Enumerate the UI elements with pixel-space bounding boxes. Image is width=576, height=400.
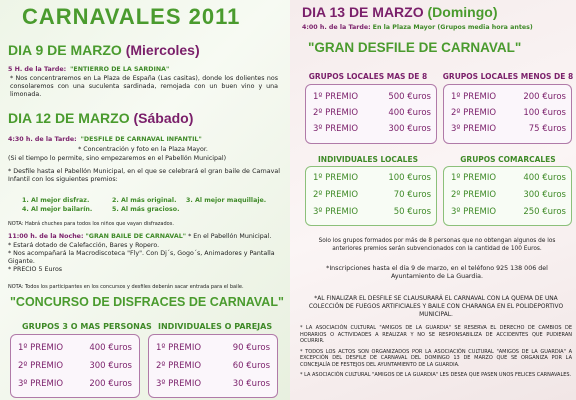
page-title: CARNAVALES 2011 xyxy=(22,4,241,29)
individuals-prize-2: 2º PREMIO 60 €uros xyxy=(156,361,270,371)
sunday-heading xyxy=(302,4,497,20)
contest-title: "CONCURSO DE DISFRACES DE CARNAVAL" xyxy=(10,295,284,309)
box1-prize-2: 2º PREMIO 400 €uros xyxy=(313,108,431,118)
day2-weekday: (Sábado) xyxy=(133,110,194,126)
groups-prize-2: 2º PREMIO 300 €uros xyxy=(18,361,132,371)
box2-prize-2: 2º PREMIO 100 €uros xyxy=(451,108,566,118)
box4-prize-3: 3º PREMIO 250 €uros xyxy=(451,207,566,217)
event2-description-1: * Concentración y foto en la Plaza Mayor. xyxy=(78,146,208,153)
event3-time: 11:00 h. de la Noche: xyxy=(8,233,84,240)
subsidy-info: Solo los grupos formados por más de 8 personas que no obtengan algunos de los anteriores premios serán subvencionados con la cantidad de 100 Euros. xyxy=(318,238,556,252)
kids-prize-1: 1. Al mejor disfraz. xyxy=(22,197,90,204)
closing-notice: *AL FINALIZAR EL DESFILE SE CLAUSURARÁ EL CARNAVAL CON LA QUEMA DE UNA COLECCIÓN DE FUEGOS ARTIFICIALES Y BAILE CON CHARANGA EN EL POLIDEPORTIVO MUNICIPAL. xyxy=(308,296,564,318)
kids-prize-2: 2. Al más original. xyxy=(112,197,177,204)
kids-prize-4: 4. Al mejor bailarín. xyxy=(22,206,93,213)
box2-prize-3: 3º PREMIO 75 €uros xyxy=(451,124,566,134)
kids-note: NOTA: Habrá chuches para todos los niños que vayan disfrazados. xyxy=(8,221,174,227)
legal-notice-3: * LA ASOCIACIÓN CULTURAL "AMIGOS DE LA GUARDIA" LES DESEA QUE PASEN UNOS FELICES CARNAVALES. xyxy=(300,372,572,378)
box4-prize-2: 2º PREMIO 300 €uros xyxy=(451,190,566,200)
legal-notices xyxy=(300,325,572,379)
box2-prize-1: 1º PREMIO 200 €uros xyxy=(451,92,566,102)
box4-prize-1: 1º PREMIO 400 €uros xyxy=(451,173,566,183)
event2-description-3: * Desfile hasta el Pabellón Municipal, en el que se celebrará el gran baile de Carnaval Infantil con los siguientes premios: xyxy=(8,168,280,183)
day2-label: DIA 12 DE MARZO xyxy=(8,110,130,126)
event1-time: 5 H. de la Tarde: xyxy=(8,66,67,73)
groups-prize-1: 1º PREMIO 400 €uros xyxy=(18,343,132,353)
box1-prize-1: 1º PREMIO 500 €uros xyxy=(313,92,431,102)
day2-heading xyxy=(8,110,193,126)
event3-details xyxy=(8,242,280,274)
individuals-prize-1: 1º PREMIO 90 €uros xyxy=(156,343,270,353)
sunday-weekday: (Domingo) xyxy=(427,4,498,20)
kids-prize-5: 5. Al más gracioso. xyxy=(112,206,180,213)
parade-time-line xyxy=(302,24,533,32)
event1-description: * Nos concentraremos en La Plaza de España (Las casitas), donde los dolientes nos consolaremos con una suculenta sardinada, remojada con un buen vino y una limonada. xyxy=(10,75,278,98)
box2-header: GRUPOS LOCALES MENOS DE 8 xyxy=(442,72,574,81)
kids-prize-3: 3. Al mejor maquillaje. xyxy=(186,197,267,204)
box1-prize-3: 3º PREMIO 300 €uros xyxy=(313,124,431,134)
registration-info: *Inscripciones hasta el día 9 de marzo, en el teléfono 925 138 006 del Ayuntamiento de La Guardia. xyxy=(326,265,548,280)
event3-line xyxy=(8,233,271,241)
parade-time: 4:00 h. de la Tarde: xyxy=(302,24,371,31)
sunday-label: DIA 13 DE MARZO xyxy=(302,4,424,20)
groups-header: GRUPOS 3 O MAS PERSONAS xyxy=(22,322,152,331)
box3-header: INDIVIDUALES LOCALES xyxy=(318,155,418,164)
individuals-header: INDIVIDUALES O PAREJAS xyxy=(158,322,273,331)
individuals-prize-3: 3º PREMIO 30 €uros xyxy=(156,379,270,389)
dance-note: NOTA: Todos los participantes en los concursos y desfiles deberán sacar entrada para el baile. xyxy=(8,284,244,290)
box1-header: GRUPOS LOCALES MAS DE 8 xyxy=(308,72,428,81)
box3-prize-3: 3º PREMIO 50 €uros xyxy=(313,207,431,217)
day1-label: DIA 9 DE MARZO xyxy=(8,42,122,58)
event3-detail-3: * PRECIO 5 Euros xyxy=(8,266,63,273)
box3-prize-1: 1º PREMIO 100 €uros xyxy=(313,173,431,183)
legal-notice-2: * TODOS LOS ACTOS SON ORGANIZADOS POR LA ASOCIACIÓN CULTURAL "AMIGOS DE LA GUARDIA" A EXCEPCIÓN DEL DESFILE DE CARNAVAL DEL DOMINGO 13 DE MARZO QUE SE ORGANIZA POR LA CONCEJALÍA DE FESTEJOS DEL AYUNTAMIENTO DE LA GUARDIA. xyxy=(300,348,572,368)
event3-detail-2: * Nos acompañará la Macrodiscoteca "Fly". Con Dj´s, Gogo´s, Animadores y Pantalla Gigante. xyxy=(8,250,275,265)
event2-description-2: (Si el tiempo lo permite, sino empezaremos en el Pabellón Municipal) xyxy=(8,155,227,162)
event3-detail-1: * Estará dotado de Calefacción, Bares y Ropero. xyxy=(8,242,160,249)
event1-name: "ENTIERRO DE LA SARDINA" xyxy=(70,66,170,73)
parade-title: "GRAN DESFILE DE CARNAVAL" xyxy=(308,40,522,55)
event3-where: * En el Pabellón Municipal. xyxy=(188,233,272,240)
event2-line xyxy=(8,136,202,144)
day1-weekday: (Miercoles) xyxy=(125,42,200,58)
day1-heading xyxy=(8,42,200,58)
event2-time: 4:30 h. de la Tarde: xyxy=(8,136,77,143)
event1-line xyxy=(8,66,169,74)
event3-name: "GRAN BAILE DE CARNAVAL" xyxy=(85,233,187,240)
parade-where: En la Plaza Mayor (Grupos media hora antes) xyxy=(372,24,533,31)
box4-header: GRUPOS COMARCALES xyxy=(460,155,556,164)
box3-prize-2: 2º PREMIO 70 €uros xyxy=(313,190,431,200)
groups-prize-3: 3º PREMIO 200 €uros xyxy=(18,379,132,389)
legal-notice-1: * LA ASOCIACIÓN CULTURAL "AMIGOS DE LA GUARDIA" SE RESERVA EL DERECHO DE CAMBIOS DE HORARIOS O ACTIVIDADES A REALIZAR Y NO SE RESPONSABILIZA DE ACCIDENTES QUE PUDIERAN OCURRIR. xyxy=(300,325,572,344)
event2-name: "DESFILE DE CARNAVAL INFANTIL" xyxy=(80,136,202,143)
